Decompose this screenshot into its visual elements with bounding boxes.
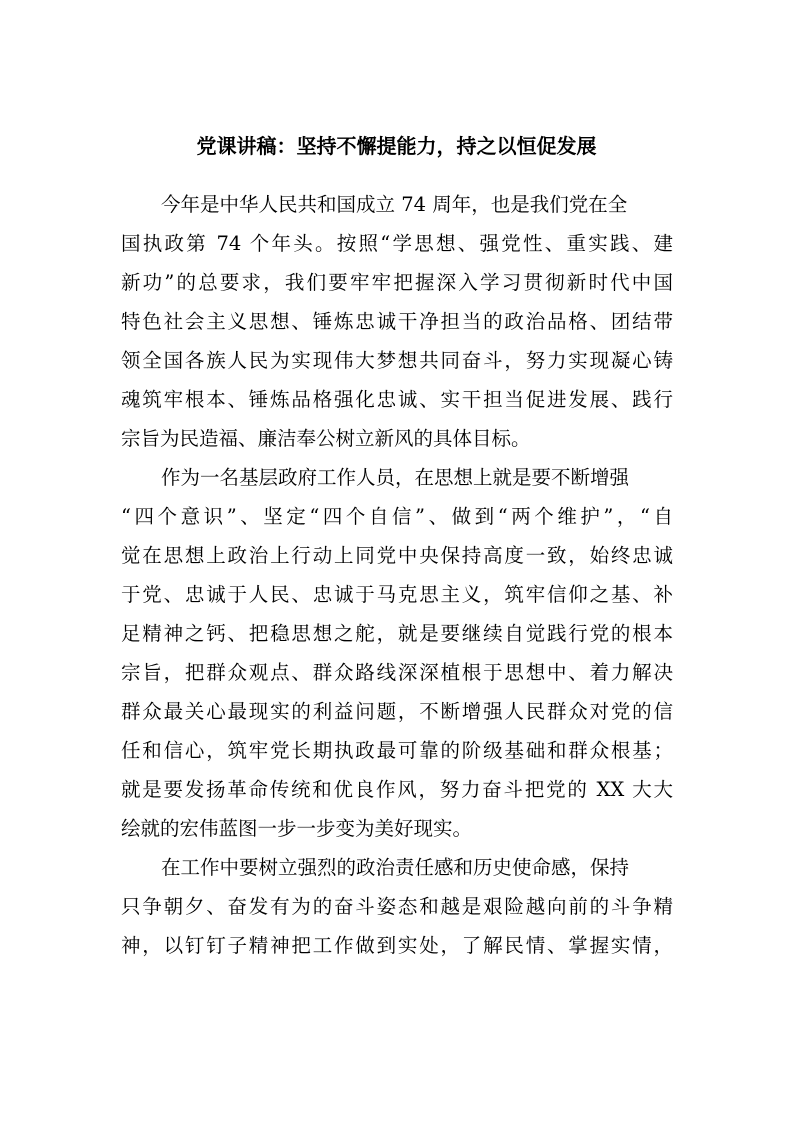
paragraph-2-line-4: 于党、忠诚于人民、忠诚于马克思主义，筑牢信仰之基、补 bbox=[121, 583, 673, 606]
paragraph-2-line-3: 觉在思想上政治上行动上同党中央保持高度一致，始终忠诚 bbox=[121, 544, 673, 567]
paragraph-2-line-7: 群众最关心最现实的利益问题，不断增强人民群众对党的信 bbox=[121, 700, 673, 723]
paragraph-3-line-2: 只争朝夕、奋发有为的奋斗姿态和越是艰险越向前的斗争精 bbox=[121, 895, 673, 918]
paragraph-1-line-7: 宗旨为民造福、廉洁奉公树立新风的具体目标。 bbox=[121, 427, 531, 450]
paragraph-1-line-1: 今年是中华人民共和国成立 74 周年，也是我们党在全 bbox=[161, 193, 628, 216]
paragraph-1-line-3: 新功”的总要求，我们要牢牢把握深入学习贯彻新时代中国 bbox=[121, 271, 673, 294]
paragraph-1-line-5: 领全国各族人民为实现伟大梦想共同奋斗，努力实现凝心铸 bbox=[121, 349, 673, 372]
paragraph-2-line-9: 就是要发扬革命传统和优良作风，努力奋斗把党的 XX 大大 bbox=[121, 778, 673, 801]
paragraph-1-line-6: 魂筑牢根本、锤炼品格强化忠诚、实干担当促进发展、践行 bbox=[121, 388, 673, 411]
paragraph-3-line-3: 神，以钉钉子精神把工作做到实处，了解民情、掌握实情， bbox=[121, 934, 673, 957]
paragraph-2-line-1: 作为一名基层政府工作人员，在思想上就是要不断增强 bbox=[161, 466, 630, 489]
paragraph-2-line-6: 宗旨，把群众观点、群众路线深深植根于思想中、着力解决 bbox=[121, 661, 673, 684]
paragraph-2-line-10: 绘就的宏伟蓝图一步一步变为美好现实。 bbox=[121, 817, 473, 840]
paragraph-2-line-8: 任和信心，筑牢党长期执政最可靠的阶级基础和群众根基； bbox=[121, 739, 673, 762]
document-title: 党课讲稿：坚持不懈提能力，持之以恒促发展 bbox=[196, 134, 597, 158]
paragraph-2-line-2: “四个意识”、坚定“四个自信”、做到“两个维护”，“自 bbox=[121, 505, 673, 528]
paragraph-1-line-2: 国执政第 74 个年头。按照“学思想、强党性、重实践、建 bbox=[121, 232, 673, 255]
paragraph-1-line-4: 特色社会主义思想、锤炼忠诚干净担当的政治品格、团结带 bbox=[121, 310, 673, 333]
paragraph-3-line-1: 在工作中要树立强烈的政治责任感和历史使命感，保持 bbox=[161, 856, 630, 879]
paragraph-2-line-5: 足精神之钙、把稳思想之舵，就是要继续自觉践行党的根本 bbox=[121, 622, 673, 645]
